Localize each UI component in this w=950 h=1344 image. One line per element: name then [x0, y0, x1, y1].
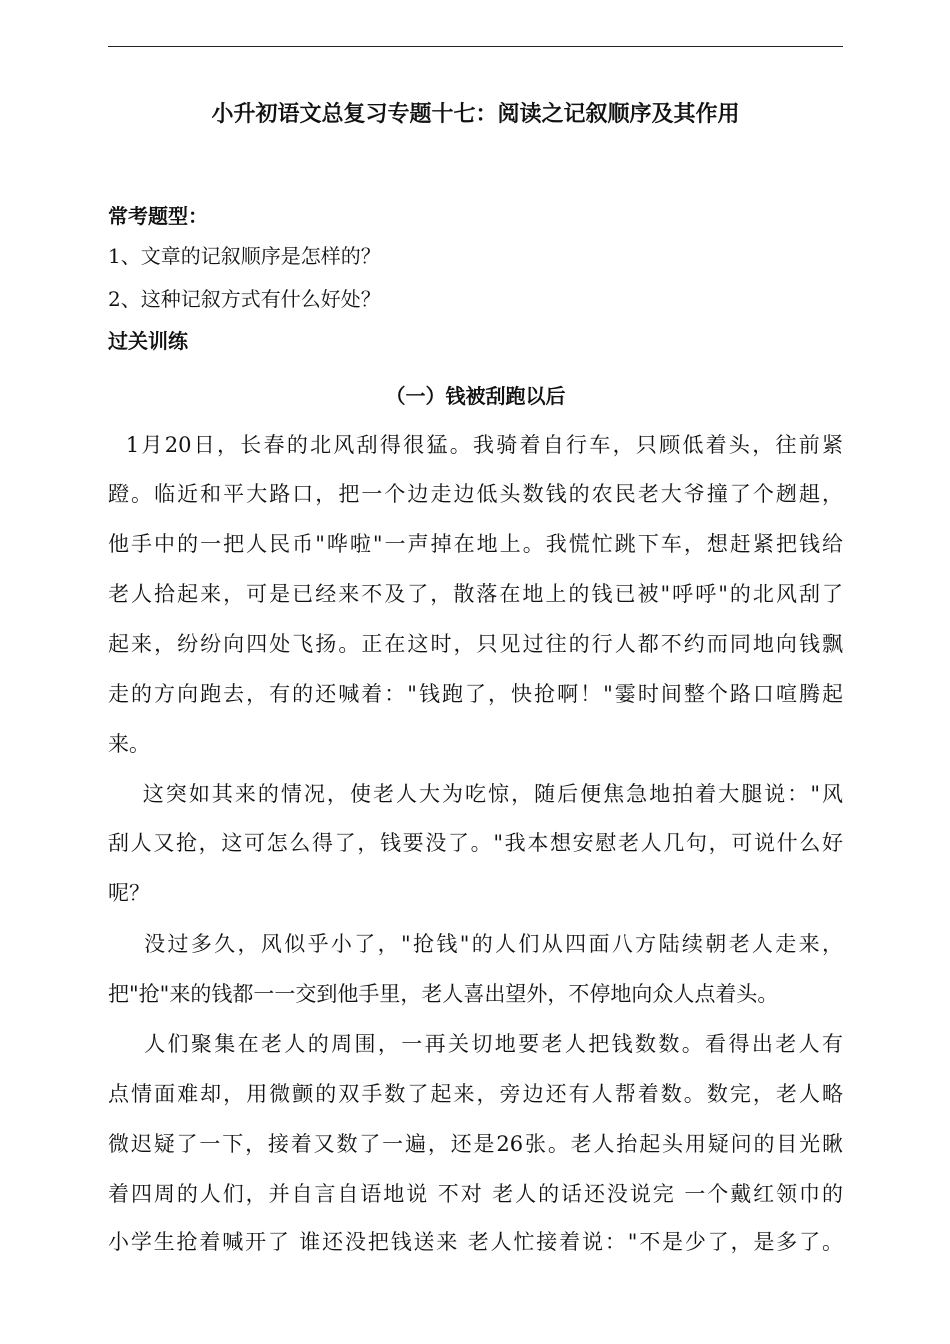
passage-line: 起来，纷纷向四处飞扬。正在这时，只见过往的行人都不约而同地向钱飘: [108, 632, 843, 656]
passage-line: 人们聚集在老人的周围，一再关切地要老人把钱数数。看得出老人有: [108, 1032, 843, 1056]
question-item-1: 1、文章的记叙顺序是怎样的？: [108, 244, 381, 268]
passage-line: 把"抢"来的钱都一一交到他手里，老人喜出望外，不停地向众人点着头。: [108, 982, 779, 1006]
passage-title: （一）钱被刮跑以后: [385, 384, 566, 408]
passage-line: 没过多久，风似乎小了，"抢钱"的人们从四面八方陆续朝老人走来，: [108, 932, 843, 956]
passage-line: 1月20日，长春的北风刮得很猛。我骑着自行车，只顾低着头，往前紧: [108, 433, 843, 457]
question-types-heading: 常考题型：: [108, 204, 208, 228]
passage-line: 小学生抢着喊开了 谁还没把钱送来 老人忙接着说："不是少了，是多了。: [108, 1230, 843, 1254]
passage-line: 老人拾起来，可是已经来不及了，散落在地上的钱已被"呼呼"的北风刮了: [108, 582, 843, 606]
header-rule: [108, 46, 843, 47]
passage-line: 微迟疑了一下，接着又数了一遍，还是26张。老人抬起头用疑问的目光瞅: [108, 1132, 843, 1156]
passage-line: 这突如其来的情况，使老人大为吃惊，随后便焦急地拍着大腿说："风: [108, 782, 843, 806]
passage-line: 点情面难却，用微颤的双手数了起来，旁边还有人帮着数。数完，老人略: [108, 1082, 843, 1106]
question-item-2: 2、这种记叙方式有什么好处？: [108, 287, 381, 311]
passage-line: 走的方向跑去，有的还喊着："钱跑了，快抢啊！"霎时间整个路口喧腾起: [108, 682, 843, 706]
passage-line: 他手中的一把人民币"哗啦"一声掉在地上。我慌忙跳下车，想赶紧把钱给: [108, 532, 843, 556]
training-heading: 过关训练: [108, 329, 188, 353]
passage-line: 着四周的人们，并自言自语地说 不对 老人的话还没说完 一个戴红领巾的: [108, 1182, 843, 1206]
document-title: 小升初语文总复习专题十七：阅读之记叙顺序及其作用: [211, 102, 740, 127]
passage-line: 刮人又抢，这可怎么得了，钱要没了。"我本想安慰老人几句，可说什么好: [108, 831, 843, 855]
passage-line: 呢？: [108, 881, 150, 905]
passage-line: 蹬。临近和平大路口，把一个边走边低头数钱的农民老大爷撞了个趔趄，: [108, 482, 843, 506]
passage-line: 来。: [108, 732, 150, 756]
